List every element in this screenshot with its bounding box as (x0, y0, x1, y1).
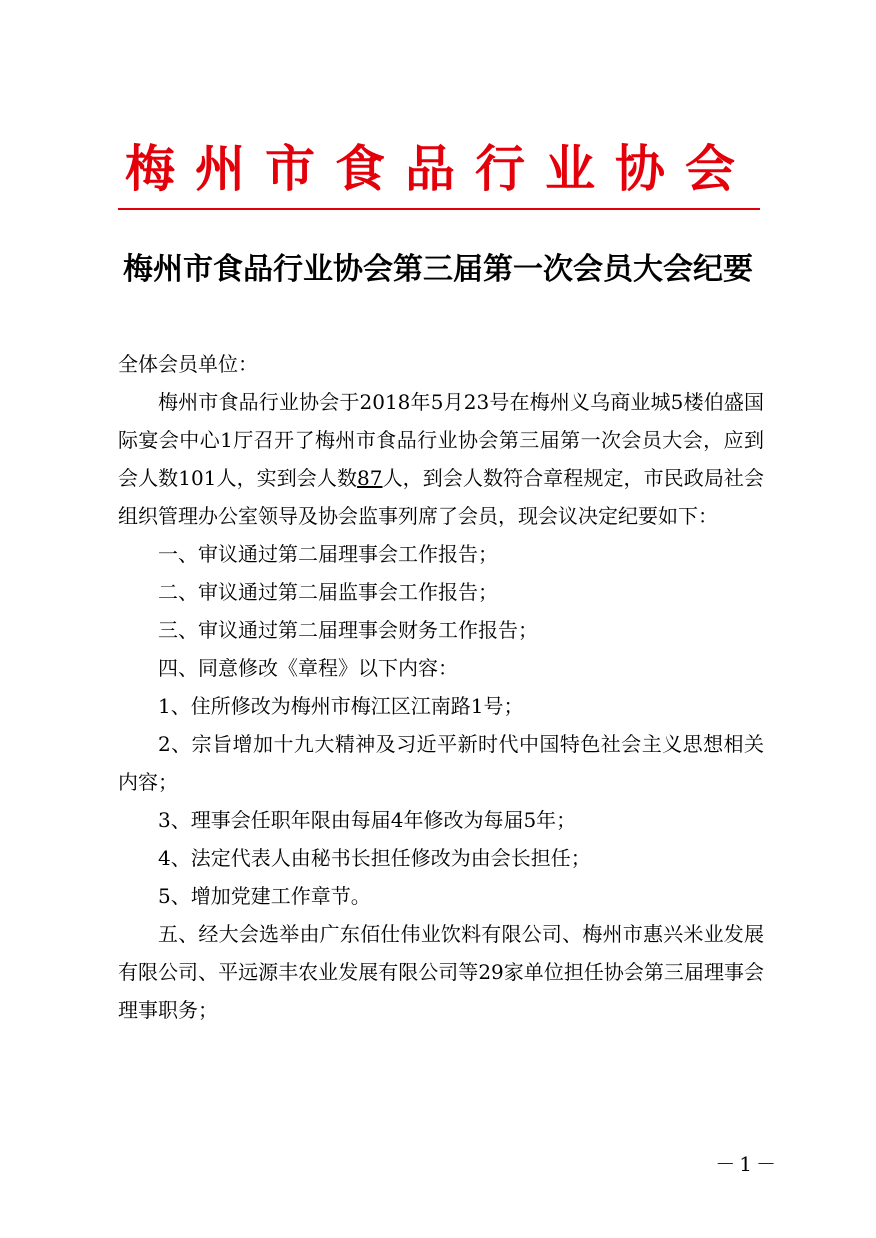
amendment-item-4: 4、法定代表人由秘书长担任修改为由会长担任； (158, 846, 591, 870)
document-title: 梅州市食品行业协会第三届第一次会员大会纪要 (123, 252, 753, 287)
resolution-item-5: 五、经大会选举由广东佰仕伟业饮料有限公司、梅州市惠兴米业发展有限公司、平远源丰农业发展有限公司等29家单位担任协会第三届理事会理事职务； (118, 922, 764, 1022)
intro-paragraph (118, 383, 764, 535)
amendment-item-5: 5、增加党建工作章节。 (158, 884, 371, 908)
salutation: 全体会员单位： (118, 352, 258, 376)
amendment-item-2: 2、宗旨增加十九大精神及习近平新时代中国特色社会主义思想相关内容； (118, 732, 764, 794)
header-red-rule (118, 208, 760, 210)
amendment-item-3: 3、理事会任职年限由每届4年修改为每届5年； (158, 808, 577, 832)
document-body (118, 345, 764, 1029)
intro-text-before: 梅州市食品行业协会于2018年5月23号在梅州义乌商业城5楼伯盛国际宴会中心1厅召开了梅州市食品行业协会第三届第一次会员大会，应到会人数101人，实到会人数 (118, 390, 764, 490)
organization-header: 梅州市食品行业协会 (125, 139, 755, 198)
resolution-item-2: 二、审议通过第二届监事会工作报告； (158, 580, 498, 604)
resolution-item-1: 一、审议通过第二届理事会工作报告； (158, 542, 498, 566)
resolution-item-4: 四、同意修改《章程》以下内容： (158, 656, 458, 680)
intro-text-after: 人，到会人数符合章程规定，市民政局社会组织管理办公室领导及协会监事列席了会员，现会议决定纪要如下： (118, 466, 764, 528)
amendment-item-1: 1、住所修改为梅州市梅江区江南路1号； (158, 694, 524, 718)
resolution-item-3: 三、审议通过第二届理事会财务工作报告； (158, 618, 538, 642)
page-number: －1－ (715, 1152, 780, 1176)
attendance-count: 87 (357, 466, 383, 490)
